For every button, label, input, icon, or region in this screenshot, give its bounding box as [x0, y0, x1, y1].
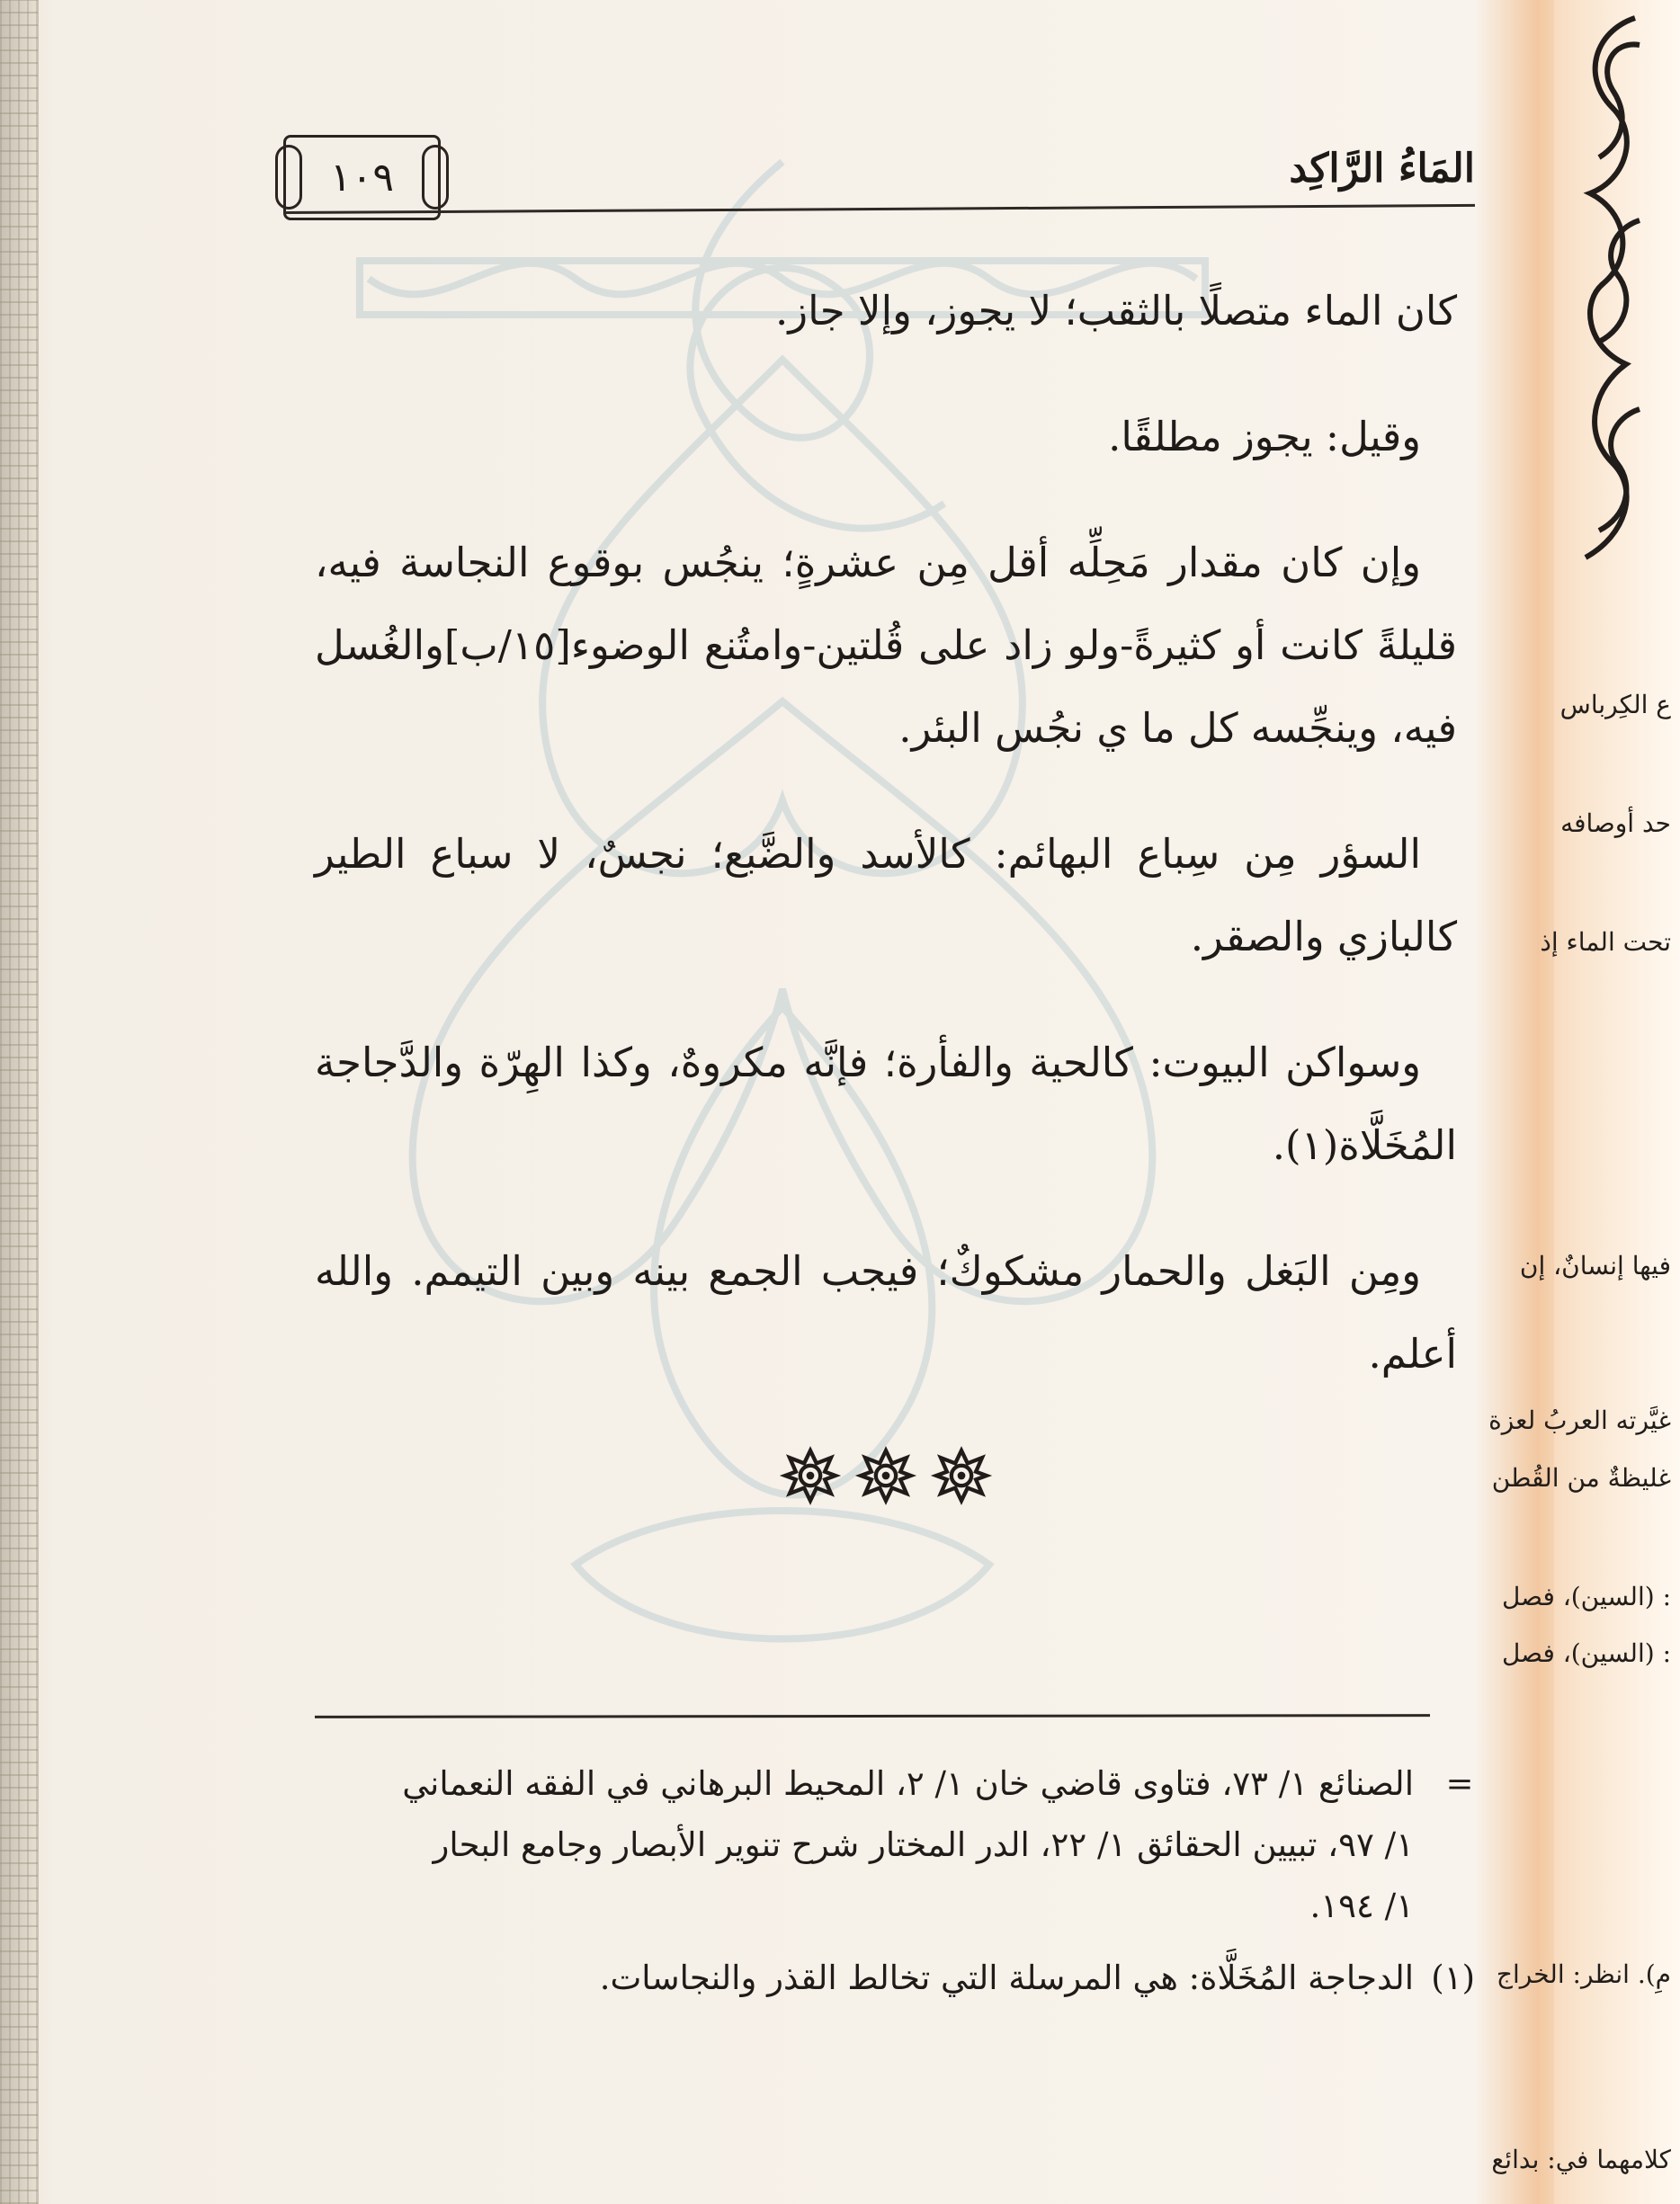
- paragraph-1: كان الماء متصلًا بالثقب؛ لا يجوز، وإلا جاز.: [775, 287, 1457, 335]
- footnotes: [315, 1753, 1475, 2009]
- facing-page-fragment: حد أوصافه: [1560, 808, 1671, 838]
- footnote-line: الصنائع ١/ ٧٣، فتاوى قاضي خان ١/ ٢، المحيط البرهاني في الفقه النعماني: [402, 1764, 1414, 1803]
- footnote-1: [315, 1948, 1475, 2009]
- paragraph-5: وسواكن البيوت: كالحية والفأرة؛ فإنَّه مكروهٌ، وكذا الهِرّة والدَّجاجة المُخَلَّاة(١).: [315, 1039, 1457, 1169]
- paragraph-2: وقيل: يجوز مطلقًا.: [1108, 413, 1421, 460]
- paragraph-4: السؤر مِن سِباع البهائم: كالأسد والضَّبع؛ نجسٌ، لا سباع الطير كالبازي والصقر.: [315, 830, 1457, 960]
- eight-point-star-ornament-icon: [934, 1448, 989, 1504]
- footnote-1-text: الدجاجة المُخَلَّاة: هي المرسلة التي تخالط القذر والنجاسات.: [599, 1959, 1414, 1997]
- continuation-text: [315, 1753, 1414, 1937]
- left-book-page: [54, 0, 1502, 2204]
- book-binding-edge: [0, 0, 39, 2204]
- main-text: [315, 270, 1457, 1439]
- paragraph-6: ومِن البَغل والحمار مشكوكٌ؛ فيجب الجمع بينه وبين التيمم. والله أعلم.: [315, 1247, 1457, 1378]
- footnote-line: ١/ ١٩٤.: [1309, 1887, 1414, 1925]
- running-title: المَاءُ الرَّاكِد: [1289, 146, 1475, 192]
- footnote-separator: [315, 1714, 1430, 1718]
- footnote-continuation: [315, 1753, 1475, 1937]
- facing-page-fragment: ع الكِرباس: [1559, 690, 1671, 719]
- page-header: [283, 135, 1475, 234]
- decorative-border-icon: [1563, 0, 1649, 576]
- footnote-line: ١/ ٩٧، تبيين الحقائق ١/ ٢٢، الدر المختار شرح تنوير الأبصار وجامع البحار: [433, 1825, 1414, 1864]
- facing-page-fragment: فيها إنسانٌ، إن: [1519, 1251, 1671, 1280]
- facing-page-fragment: غيَّرته العربُ لعزة: [1488, 1405, 1671, 1435]
- facing-page-fragment: مِ). انظر: الخراج: [1496, 1959, 1671, 1989]
- facing-page-fragment: غليظةٌ من القُطن: [1491, 1463, 1671, 1493]
- facing-page-fragment: : (السين)، فصل: [1501, 1582, 1671, 1611]
- eight-point-star-ornament-icon: [782, 1448, 838, 1504]
- eight-point-star-ornament-icon: [858, 1448, 914, 1504]
- page-number-frame: [283, 135, 441, 220]
- footnote-1-marker: (١): [1431, 1959, 1475, 1997]
- facing-page-fragment: : (السين)، فصل: [1501, 1638, 1671, 1668]
- page-number: ١٠٩: [330, 154, 394, 201]
- facing-page-fragment: تحت الماء إذ: [1540, 927, 1671, 957]
- paragraph-3: وإن كان مقدار مَحِلِّه أقل مِن عشرةٍ؛ ينجُس بوقوع النجاسة فيه، قليلةً كانت أو كثيرةً-ولو زاد على قُلتين-وامتُنع الوضوء[١٥/ب]والغُسل فيه، وينجِّسه كل ما ي نجُس البئر.: [315, 539, 1457, 752]
- continuation-marker: =: [1445, 1764, 1474, 1803]
- facing-page-edge: [1488, 0, 1680, 2204]
- header-rule: [283, 204, 1475, 214]
- facing-page-fragment: كلامهما في: بدائع: [1491, 2145, 1671, 2174]
- section-divider-ornaments: [782, 1444, 989, 1507]
